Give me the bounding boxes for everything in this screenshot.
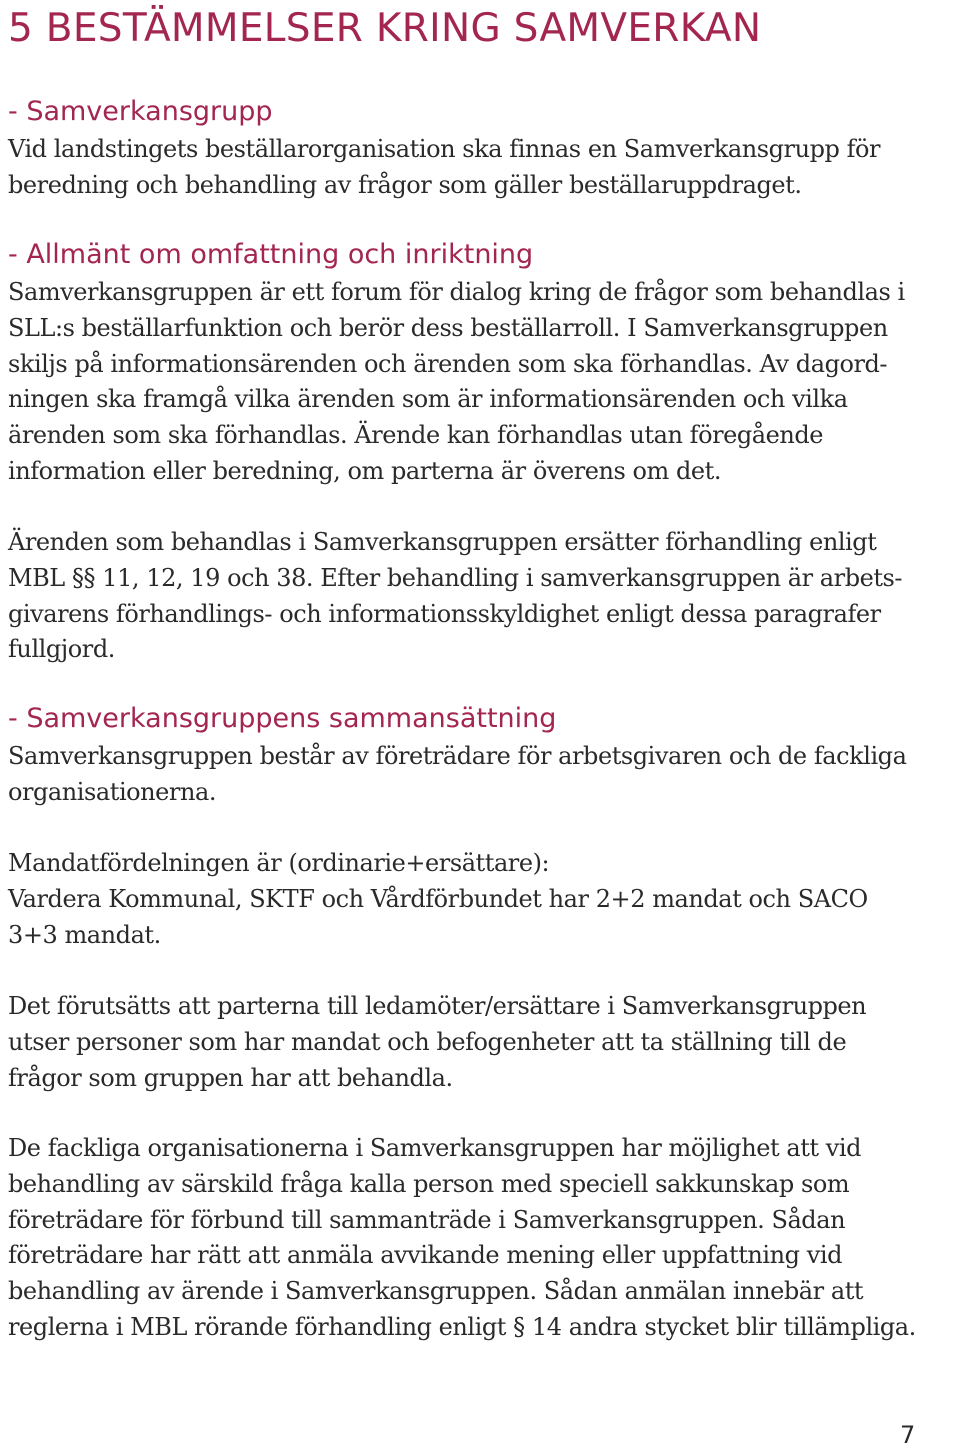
paragraph bbox=[8, 525, 902, 668]
paragraph bbox=[8, 275, 905, 490]
text-line: företrädare har rätt att anmäla avvikande mening eller uppfattning vid bbox=[8, 1241, 843, 1270]
text-line: Samverkansgruppen är ett forum för dialog kring de frågor som behandlas i bbox=[8, 278, 905, 306]
section-heading-omfattning: - Allmänt om omfattning och inriktning bbox=[8, 239, 534, 270]
text-line: behandling av ärende i Samverkansgruppen. Sådan anmälan innebär att bbox=[8, 1277, 864, 1306]
text-line: SLL:s beställarfunktion och berör dess beställarroll. I Samverkansgruppen bbox=[8, 313, 888, 342]
text-line: fullgjord. bbox=[8, 635, 115, 664]
text-line: De fackliga organisationerna i Samverkansgruppen har möjlighet att vid bbox=[8, 1134, 862, 1162]
paragraph bbox=[8, 739, 906, 811]
paragraph bbox=[8, 846, 868, 953]
text-line: ningen ska framgå vilka ärenden som är informationsärenden och vilka bbox=[8, 385, 848, 414]
text-line: Mandatfördelningen är (ordinarie+ersättare): bbox=[8, 849, 550, 877]
text-line: skiljs på informationsärenden och ärenden som ska förhandlas. Av dagord- bbox=[8, 349, 888, 378]
page-number: 7 bbox=[900, 1421, 916, 1449]
section-heading-samverkansgrupp: - Samverkansgrupp bbox=[8, 96, 273, 127]
section-heading-sammansattning: - Samverkansgruppens sammansättning bbox=[8, 703, 557, 734]
text-line: Vid landstingets beställarorganisation ska finnas en Samverkansgrupp för bbox=[8, 135, 881, 163]
text-line: 3+3 mandat. bbox=[8, 920, 161, 949]
text-line: Ärenden som behandlas i Samverkansgruppen ersätter förhandling enligt bbox=[8, 528, 877, 556]
text-line: givarens förhandlings- och informationsskyldighet enligt dessa paragrafer bbox=[8, 599, 881, 628]
text-line: MBL §§ 11, 12, 19 och 38. Efter behandling i samverkansgruppen är arbets- bbox=[8, 563, 903, 592]
text-line: Vardera Kommunal, SKTF och Vårdförbundet har 2+2 mandat och SACO bbox=[8, 884, 868, 913]
text-line: Samverkansgruppen består av företrädare för arbetsgivaren och de fackliga bbox=[8, 742, 907, 770]
text-line: organisationerna. bbox=[8, 777, 216, 806]
text-line: reglerna i MBL rörande förhandling enligt § 14 andra stycket blir tillämpliga. bbox=[8, 1312, 916, 1341]
text-line: beredning och behandling av frågor som gäller beställaruppdraget. bbox=[8, 170, 802, 199]
text-line: Det förutsätts att parterna till ledamöter/ersättare i Samverkansgruppen bbox=[8, 992, 867, 1020]
text-line: ärenden som ska förhandlas. Ärende kan förhandlas utan föregående bbox=[8, 421, 824, 450]
paragraph bbox=[8, 1131, 916, 1346]
text-line: information eller beredning, om parterna är överens om det. bbox=[8, 456, 722, 485]
text-line: företrädare för förbund till sammanträde i Samverkansgruppen. Sådan bbox=[8, 1205, 846, 1234]
text-line: behandling av särskild fråga kalla person med speciell sakkunskap som bbox=[8, 1169, 850, 1198]
chapter-title: 5 BESTÄMMELSER KRING SAMVERKAN bbox=[8, 6, 762, 51]
text-line: utser personer som har mandat och befogenheter att ta ställning till de bbox=[8, 1027, 847, 1056]
paragraph bbox=[8, 989, 866, 1096]
paragraph bbox=[8, 132, 880, 204]
text-line: frågor som gruppen har att behandla. bbox=[8, 1063, 453, 1092]
